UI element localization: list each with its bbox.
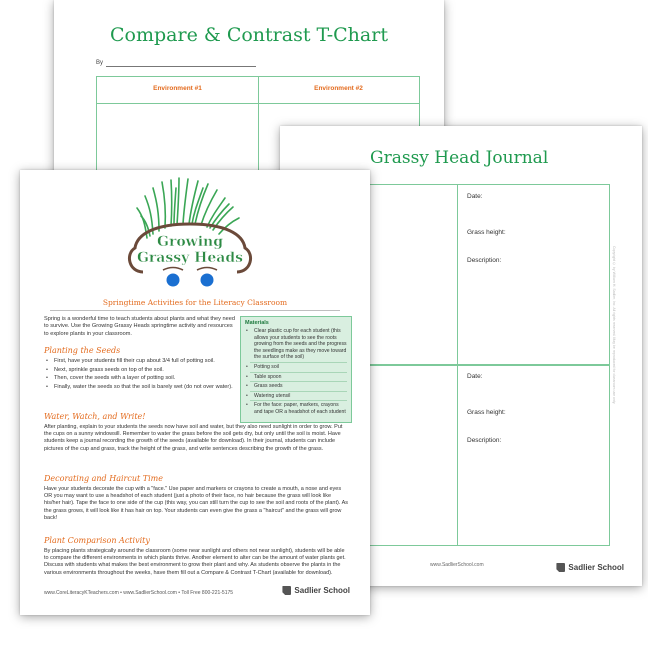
logo-text-line1: Growing: [156, 234, 224, 250]
entry-divider: [457, 365, 458, 545]
env1-heading: Environment #1: [153, 85, 202, 92]
planting-heading: Planting the Seeds: [44, 346, 121, 355]
material-item: • Grass seeds: [250, 383, 347, 392]
copyright-note: Copyright © by William H. Sadlier, Inc. All rights reserved. May be reproduced for classroom use only.: [612, 246, 616, 405]
by-label: By: [96, 60, 104, 66]
name-line: [106, 66, 256, 67]
logo-text-line2: Grassy Heads: [136, 250, 244, 266]
grass-height-label: Grass height:: [467, 409, 506, 416]
planting-step: • Then, cover the seeds with a layer of potting soil.: [50, 375, 238, 382]
material-item: • Table spoon: [250, 374, 347, 383]
decor-paragraph: Have your students decorate the cup with a "face." Use paper and markers or crayons to create a mouth, a nose and eyes OR you may want to use a headshot of each student (just a photo of their face, no hair because the grass will look like his/her hair). Tape the face to one side of the cup (this way, you can still turn the cup to see the soil and roots of the plant). As the grass grows, it will look like it has hair on top. Your students can even give the grass a "haircut" and the grass will grow back!: [44, 486, 348, 521]
sadlier-logo-icon: [282, 586, 291, 595]
intro-paragraph: Spring is a wonderful time to teach students about plants and what they need to survive. Use the Growing Grassy Heads springtime activity and resources to explore plants in your classroom.: [44, 316, 235, 337]
journal-brand: [556, 563, 624, 572]
journal-entry-1: [368, 184, 610, 366]
material-item: • Potting soil: [250, 364, 347, 373]
article-page: [20, 170, 370, 615]
material-item: • Watering utensil: [250, 393, 347, 402]
journal-footer: www.SadlierSchool.com: [430, 562, 484, 568]
water-heading: Water, Watch, and Write!: [44, 412, 146, 421]
compare-heading: Plant Comparison Activity: [44, 536, 150, 545]
right-brow-icon: [197, 268, 217, 271]
tchart-title: Compare & Contrast T-Chart: [110, 24, 388, 46]
description-label: Description:: [467, 257, 502, 264]
entry-divider: [457, 185, 458, 365]
planting-steps: [44, 358, 238, 393]
journal-entry-2: [368, 364, 610, 546]
date-label: Date:: [467, 193, 483, 200]
planting-step: • Finally, water the seeds so that the soil is barely wet (do not over water).: [50, 384, 238, 391]
materials-list: [245, 328, 347, 417]
brand-name: Sadlier School: [568, 563, 624, 572]
subtitle: Springtime Activities for the Literacy Classroom: [102, 298, 288, 307]
brand-name: Sadlier School: [294, 586, 350, 595]
compare-paragraph: By placing plants strategically around the classroom (some near sunlight and others not near sunlight), students will be able to compare the different environments in which plants thrive. Another element to alter can be the amount of water plants get. Discuss with students what makes the best environment to grow their plant and why. As students observe the plants in the various environments throughout the weeks, have them fill out a Compare & Contrast T-Chart (available for download).: [44, 548, 346, 576]
material-item: • For the face: paper, markers, crayons and tape OR a headshot of each student: [250, 402, 347, 416]
materials-heading: Materials: [245, 320, 269, 326]
grassy-head-logo: [115, 176, 265, 294]
materials-box: [240, 316, 352, 423]
article-brand: [282, 586, 350, 595]
description-label: Description:: [467, 437, 502, 444]
subtitle-divider: [50, 310, 340, 311]
material-item: • Clear plastic cup for each student (this allows your students to see the roots growing from the seeds and the progress the seedlings make as they move toward the surface of the soil): [250, 328, 347, 363]
date-label: Date:: [467, 373, 483, 380]
decor-heading: Decorating and Haircut Time: [44, 474, 163, 483]
planting-step: • First, have your students fill their cup about 3/4 full of potting soil.: [50, 358, 238, 365]
grass-height-label: Grass height:: [467, 229, 506, 236]
article-footer: www.CoreLiteracyKTeachers.com • www.SadlierSchool.com • Toll Free 800-221-5175: [44, 590, 234, 596]
journal-title: Grassy Head Journal: [370, 148, 549, 168]
sadlier-logo-icon: [556, 563, 565, 572]
water-paragraph: After planting, explain to your students the seeds now have soil and water, but they also need sunlight in order to grow. Put the cups on a sunny windowsill. Remember to water the grass before the soil gets dry, but only until the soil is moist. Have students keep a journal recording the growth of the seeds (available for download). In their journal, students can include pictures of the cup and grass, track the height of the grass, and write sentences describing the growth of the grass.: [44, 424, 343, 452]
left-brow-icon: [163, 268, 183, 271]
right-eye-icon: [201, 274, 214, 287]
planting-step: • Next, sprinkle grass seeds on top of the soil.: [50, 367, 238, 374]
env2-heading: Environment #2: [314, 85, 363, 92]
left-eye-icon: [167, 274, 180, 287]
